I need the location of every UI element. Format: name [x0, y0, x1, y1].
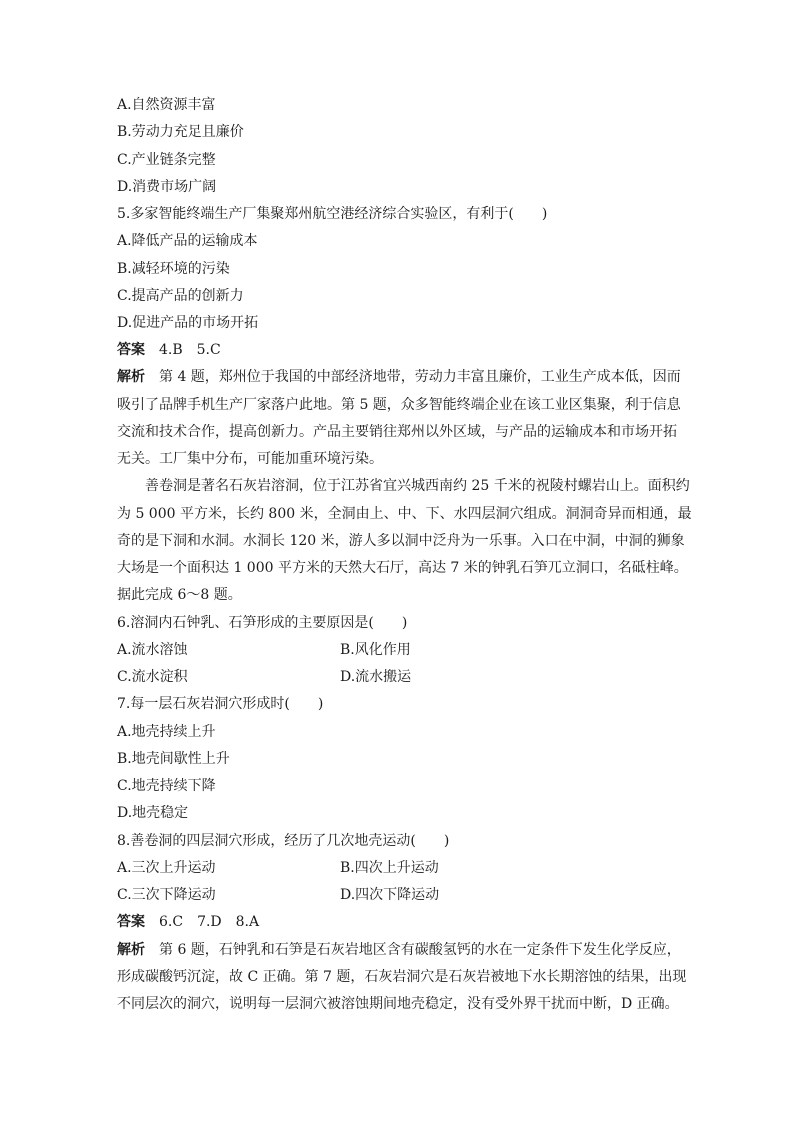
q6-option-b: B.风化作用	[340, 642, 411, 658]
passage-line-5: 据此完成 6～8 题。	[117, 587, 242, 603]
passage-line-3: 奇的是下洞和水洞。水洞长 120 米，游人多以洞中泛舟为一乐事。入口在中洞，中洞的狮象	[117, 533, 685, 549]
analysis-1-line-3: 交流和技术合作，提高创新力。产品主要销往郑州以外区域，与产品的运输成本和市场开拓	[117, 424, 677, 440]
analysis-2-label: 解析	[117, 942, 145, 958]
q4-option-d: D.消费市场广阔	[117, 179, 217, 195]
q7-option-c: C.地壳持续下降	[117, 778, 216, 794]
answer-2	[117, 912, 259, 932]
analysis-1-line-4: 无关。工厂集中分布，可能加重环境污染。	[117, 451, 383, 467]
q5-option-d: D.促进产品的市场开拓	[117, 315, 259, 331]
q4-option-a: A.自然资源丰富	[117, 97, 216, 113]
q6-option-c: C.流水淀积	[117, 669, 188, 685]
q5-option-c: C.提高产品的创新力	[117, 288, 244, 304]
q5-option-a: A.降低产品的运输成本	[117, 233, 258, 249]
answer-2-label: 答案	[117, 914, 145, 930]
q6-option-a: A.流水溶蚀	[117, 642, 188, 658]
analysis-1-line-2: 吸引了品牌手机生产厂家落户此地。第 5 题，众多智能终端企业在该工业区集聚，利于信息	[117, 397, 681, 413]
analysis-1-label: 解析	[117, 369, 145, 385]
q7-option-d: D.地壳稳定	[117, 805, 189, 821]
analysis-2-line-2: 形成碳酸钙沉淀，故 C 正确。第 7 题，石灰岩洞穴是石灰岩被地下水长期溶蚀的结果，出现	[117, 969, 687, 985]
q7-option-a: A.地壳持续上升	[117, 724, 216, 740]
q4-option-b: B.劳动力充足且廉价	[117, 124, 244, 140]
q8-option-a: A.三次上升运动	[117, 860, 216, 876]
answer-1-label: 答案	[117, 342, 145, 358]
q5-stem: 5.多家智能终端生产厂集聚郑州航空港经济综合实验区，有利于( )	[117, 206, 548, 222]
q6-option-d: D.流水搬运	[340, 669, 412, 685]
q8-option-d: D.四次下降运动	[340, 887, 440, 903]
passage-line-4: 大场是一个面积达 1 000 平方米的天然大石厅，高达 7 米的钟乳石笋兀立洞口，名砥柱峰。	[117, 560, 688, 576]
q8-option-c: C.三次下降运动	[117, 887, 216, 903]
q4-option-c: C.产业链条完整	[117, 152, 216, 168]
q6-stem: 6.溶洞内石钟乳、石笋形成的主要原因是( )	[117, 615, 408, 631]
q8-option-b: B.四次上升运动	[340, 860, 439, 876]
analysis-2-text-1: 第 6 题，石钟乳和石笋是石灰岩地区含有碳酸氢钙的水在一定条件下发生化学反应，	[159, 942, 681, 958]
q8-stem: 8.善卷洞的四层洞穴形成，经历了几次地壳运动( )	[117, 833, 450, 849]
answer-2-text: 6.C 7.D 8.A	[159, 914, 260, 930]
analysis-2-line-1	[117, 940, 681, 960]
passage-line-2: 为 5 000 平方米，长约 800 米，全洞由上、中、下、水四层洞穴组成。洞洞奇异而相通，最	[117, 506, 692, 522]
analysis-1-line-1	[117, 367, 681, 387]
q7-stem: 7.每一层石灰岩洞穴形成时( )	[117, 696, 324, 712]
analysis-1-text-1: 第 4 题，郑州位于我国的中部经济地带，劳动力丰富且廉价，工业生产成本低，因而	[159, 369, 681, 385]
passage-line-1: 善卷洞是著名石灰岩溶洞，位于江苏省宜兴城西南约 25 千米的祝陵村螺岩山上。面积约	[145, 478, 690, 494]
q5-option-b: B.减轻环境的污染	[117, 261, 230, 277]
answer-1	[117, 340, 221, 360]
q7-option-b: B.地壳间歇性上升	[117, 751, 230, 767]
answer-1-text: 4.B 5.C	[159, 342, 221, 358]
analysis-2-line-3: 不同层次的洞穴，说明每一层洞穴被溶蚀期间地壳稳定，没有受外界干扰而中断，D 正确。	[117, 996, 679, 1012]
